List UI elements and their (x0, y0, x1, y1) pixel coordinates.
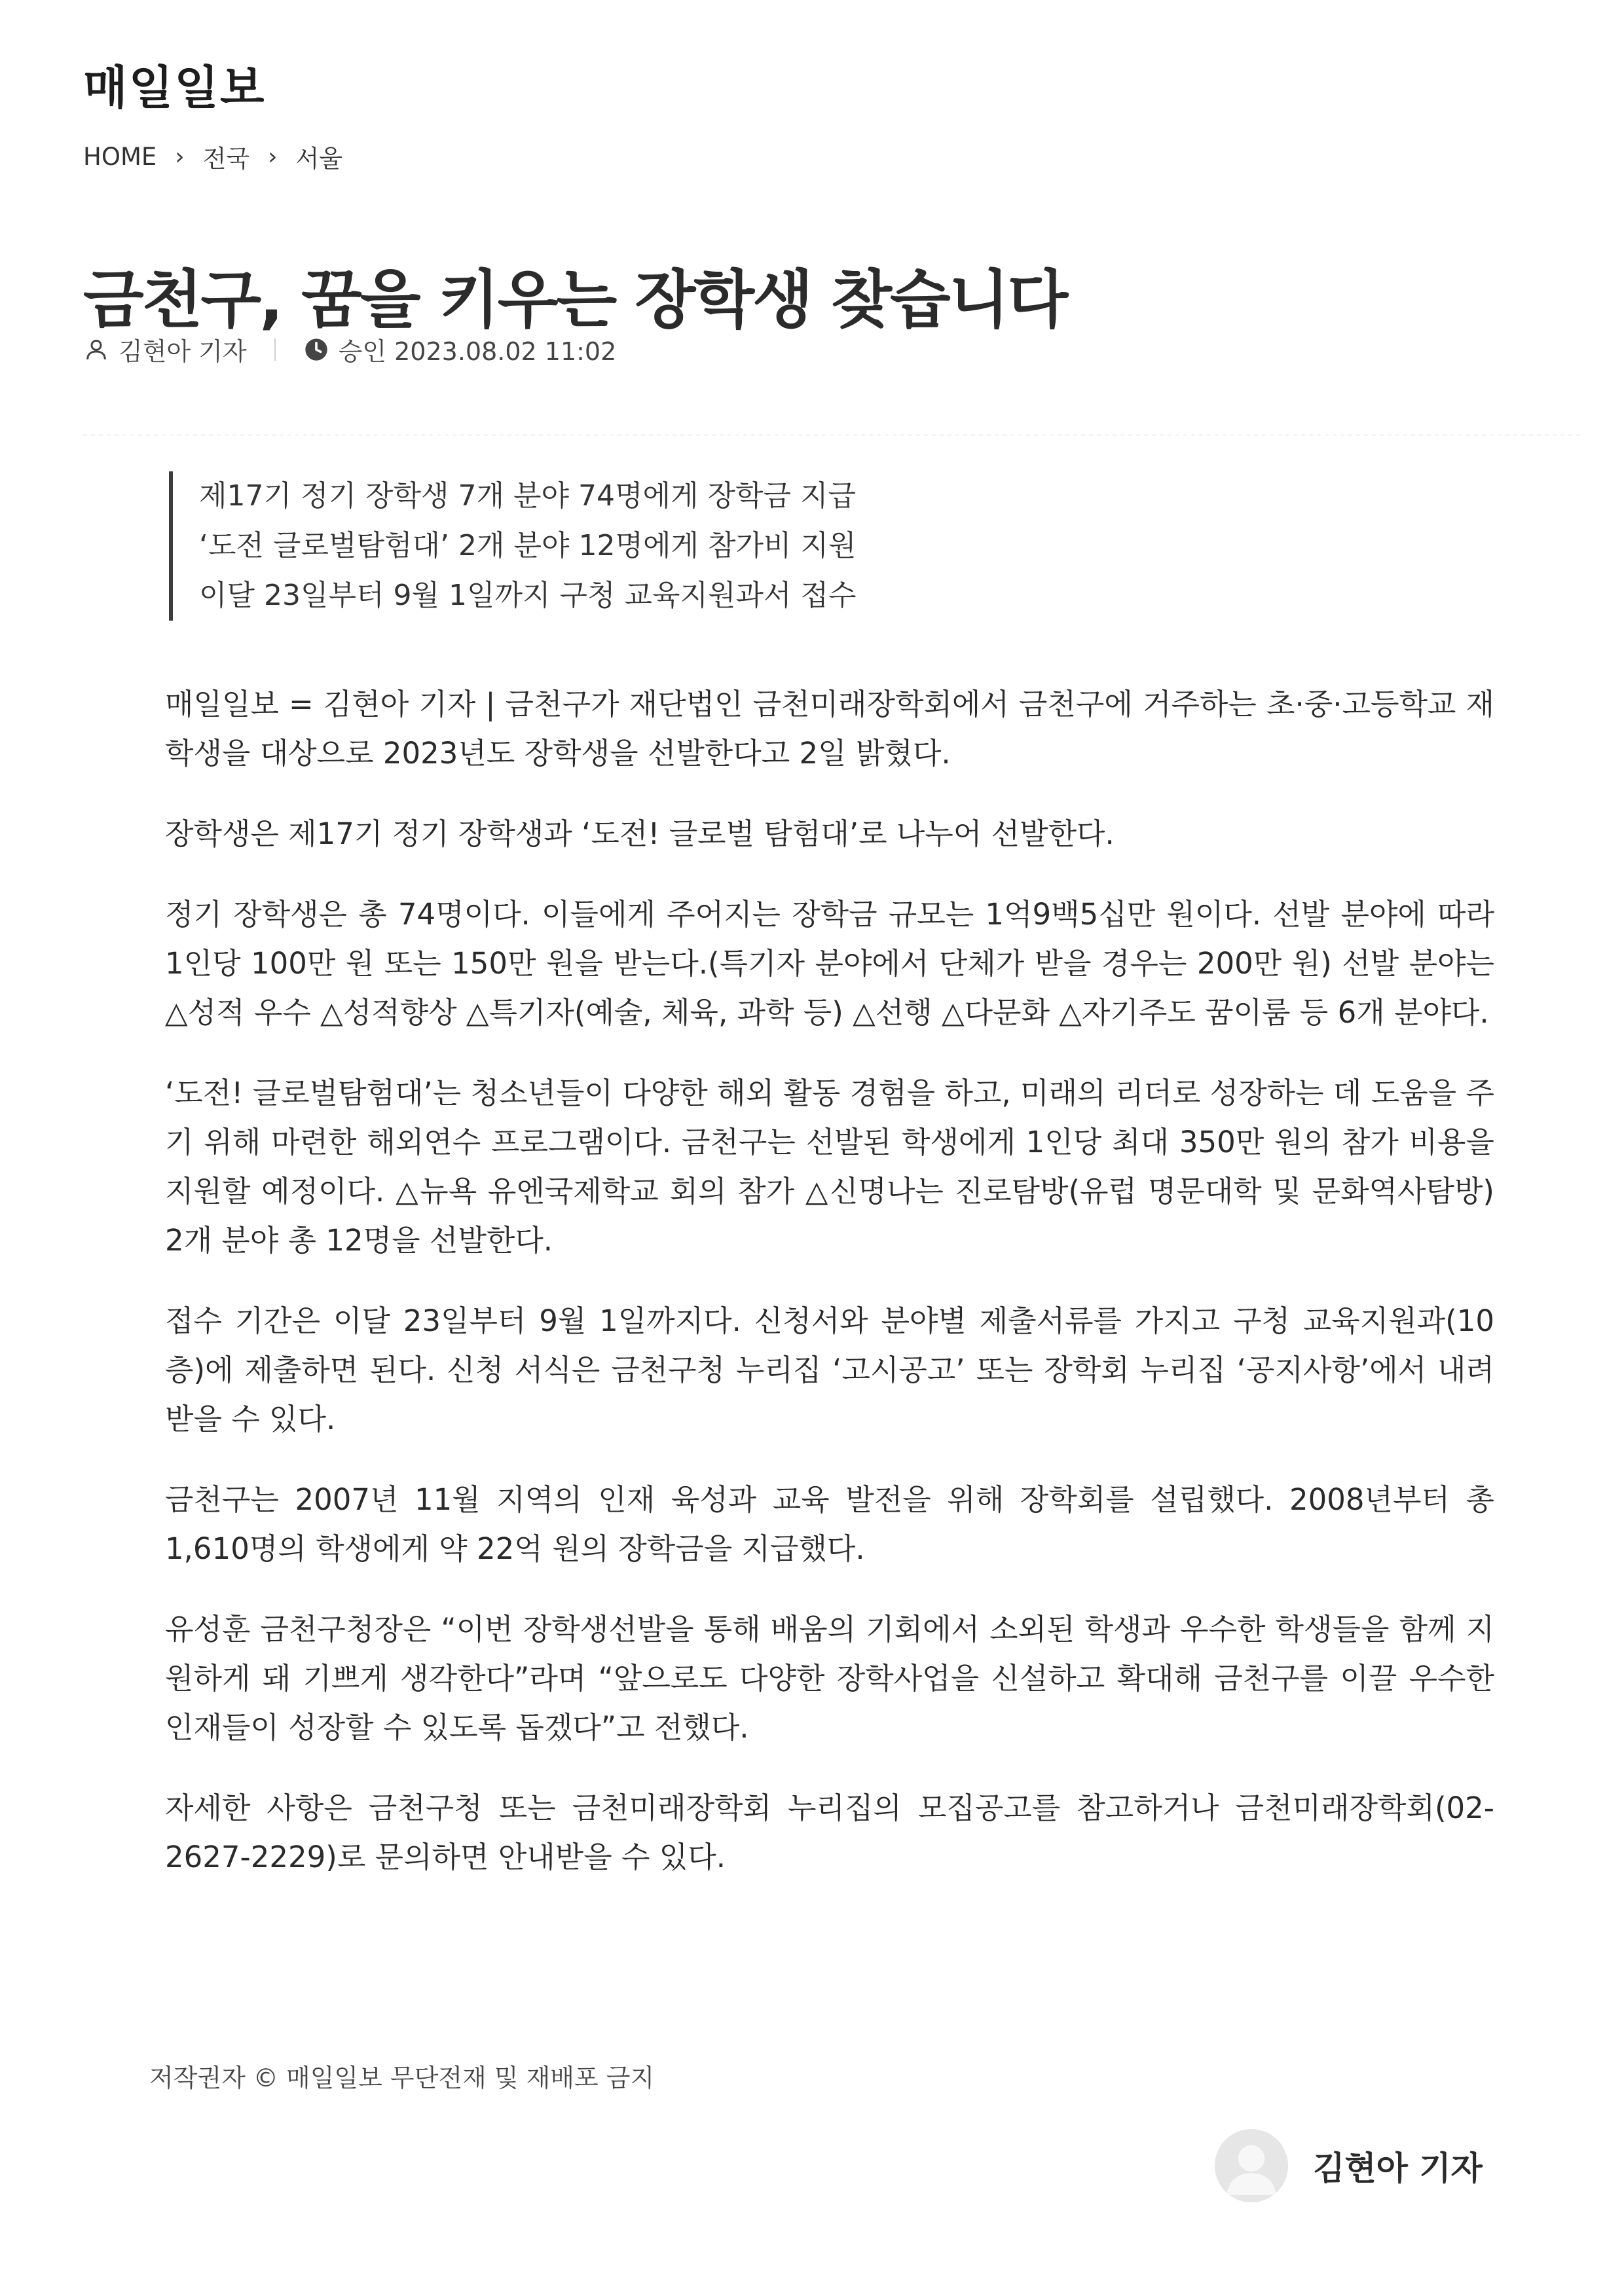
summary-line: ‘도전 글로벌탐험대’ 2개 분야 12명에게 참가비 지원 (199, 529, 857, 562)
article-paragraph: 접수 기간은 이달 23일부터 9월 1일까지다. 신청서와 분야별 제출서류를 가지고 구청 교육지원과(10층)에 제출하면 된다. 신청 서식은 금천구청 누리집 ‘고시공고’ 또는 장학회 누리집 ‘공지사항’에서 내려받을 수 있다. (165, 1303, 1494, 1436)
article-body (165, 680, 1494, 1913)
article-meta (83, 331, 616, 367)
chevron-right-icon: › (175, 143, 185, 170)
breadcrumb-home[interactable]: HOME (83, 142, 157, 171)
page-title: 금천구, 꿈을 키우는 장학생 찾습니다 (83, 263, 1067, 337)
meta-divider (274, 338, 276, 361)
summary-line: 이달 23일부터 9월 1일까지 구청 교육지원과서 접수 (199, 579, 857, 612)
site-logo[interactable]: 매일일보 (83, 61, 266, 115)
article-paragraph: 매일일보 = 김현아 기자 | 금천구가 재단법인 금천미래장학회에서 금천구에 거주하는 초·중·고등학교 재학생을 대상으로 2023년도 장학생을 선발한다고 2일 밝혔다. (165, 687, 1494, 771)
approved-date: 승인 2023.08.02 11:02 (338, 337, 617, 366)
avatar (1215, 2129, 1288, 2202)
article-paragraph: 장학생은 제17기 정기 장학생과 ‘도전! 글로벌 탐험대’로 나누어 선발한다. (165, 816, 1115, 851)
user-silhouette-icon (1215, 2129, 1288, 2202)
article-paragraph: 유성훈 금천구청장은 “이번 장학생선발을 통해 배움의 기회에서 소외된 학생과 우수한 학생들을 함께 지원하게 돼 기쁘게 생각한다”라며 “앞으로도 다양한 장학사업을 신설하고 확대해 금천구를 이끌 우수한 인재들이 성장할 수 있도록 돕겠다”고 전했다. (165, 1612, 1494, 1745)
author-card[interactable] (1215, 2129, 1483, 2202)
copyright-notice: 저작권자 © 매일일보 무단전재 및 재배포 금지 (149, 2064, 655, 2092)
breadcrumb (83, 139, 342, 174)
article-paragraph: 정기 장학생은 총 74명이다. 이들에게 주어지는 장학금 규모는 1억9백5십만 원이다. 선발 분야에 따라 1인당 100만 원 또는 150만 원을 받는다.(특기자 분야에서 단체가 받을 경우는 200만 원) 선발 분야는 △성적 우수 △성적향상 △특기자(예술, 체육, 과학 등) △선행 △다문화 △자기주도 꿈이룸 등 6개 분야다. (165, 897, 1494, 1030)
chevron-right-icon: › (268, 143, 278, 170)
author-card-name[interactable]: 김현아 기자 (1313, 2149, 1483, 2187)
article-paragraph: 금천구는 2007년 11월 지역의 인재 육성과 교육 발전을 위해 장학회를 설립했다. 2008년부터 총 1,610명의 학생에게 약 22억 원의 장학금을 지급했다. (165, 1482, 1494, 1566)
reporter-name[interactable]: 김현아 기자 (119, 337, 247, 366)
article-paragraph: 자세한 사항은 금천구청 또는 금천미래장학회 누리집의 모집공고를 참고하거나 금천미래장학회(02-2627-2229)로 문의하면 안내받을 수 있다. (165, 1791, 1494, 1874)
breadcrumb-city[interactable]: 서울 (295, 145, 343, 173)
clock-icon (303, 337, 329, 363)
breadcrumb-region[interactable]: 전국 (202, 145, 250, 173)
user-icon (83, 337, 109, 363)
article-summary (169, 471, 856, 621)
article-paragraph: ‘도전! 글로벌탐험대’는 청소년들이 다양한 해외 활동 경험을 하고, 미래의 리더로 성장하는 데 도움을 주기 위해 마련한 해외연수 프로그램이다. 금천구는 선발된 학생에게 1인당 최대 350만 원의 참가 비용을 지원할 예정이다. △뉴욕 유엔국제학교 회의 참가 △신명나는 진로탐방(유럽 명문대학 및 문화역사탐방) 2개 분야 총 12명을 선발한다. (165, 1076, 1494, 1258)
summary-line: 제17기 정기 장학생 7개 분야 74명에게 장학금 지급 (199, 479, 856, 513)
